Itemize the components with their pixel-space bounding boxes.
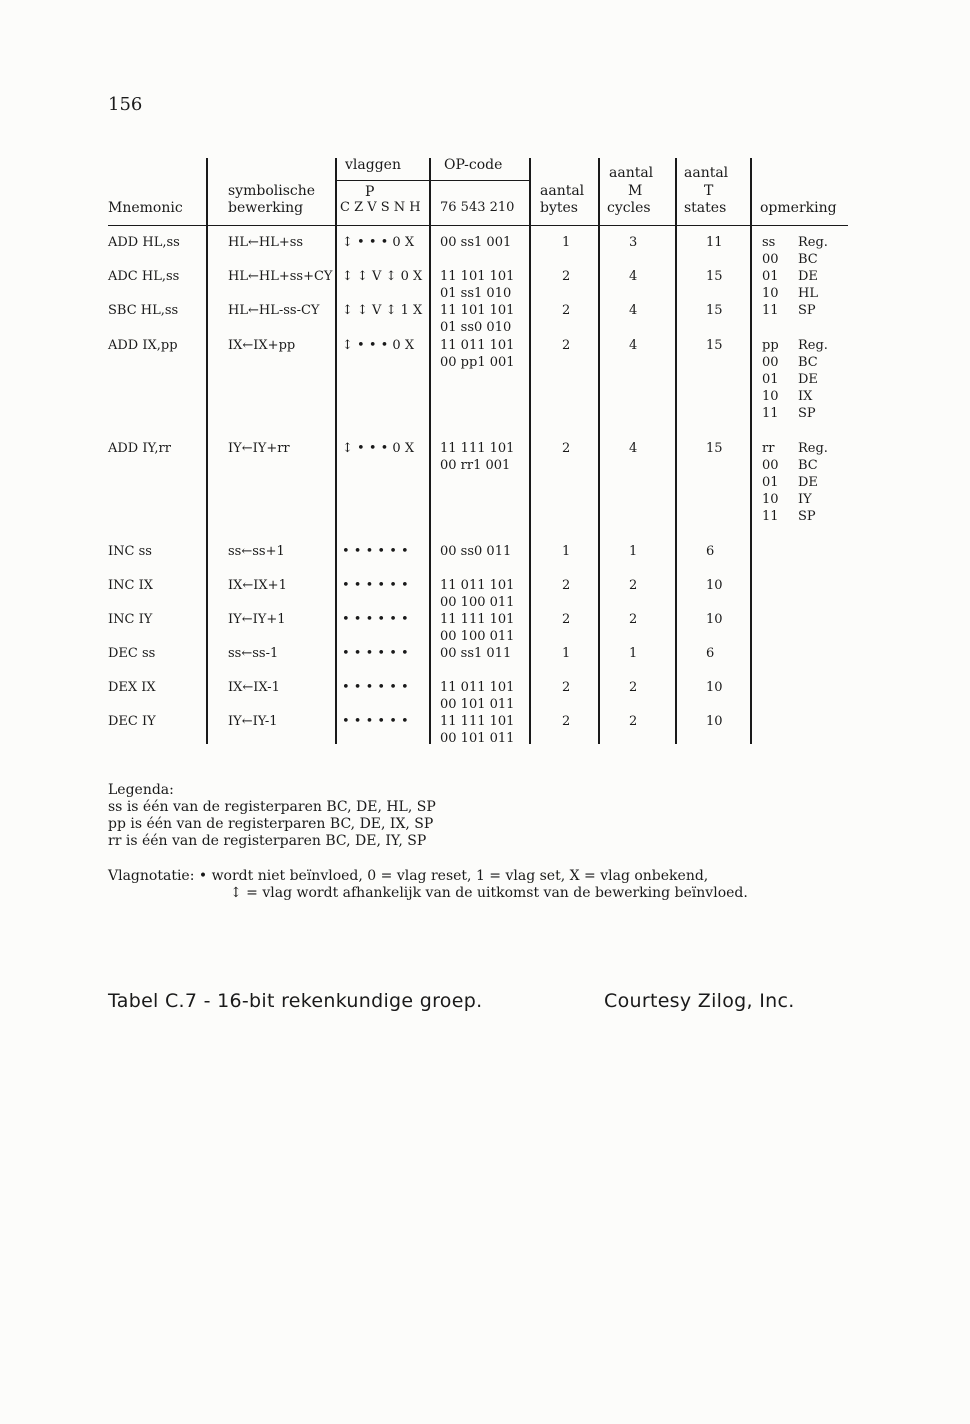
operation: IX←IX-1 bbox=[228, 680, 280, 695]
opmerking-reg: SP bbox=[798, 303, 816, 318]
m-cycles: 2 bbox=[629, 680, 638, 695]
flag-notation: Vlagnotatie: • wordt niet beïnvloed, 0 = vlag reset, 1 = vlag set, X = vlag onbekend, bbox=[108, 868, 709, 884]
m-cycles: 2 bbox=[629, 714, 638, 729]
operation: HL←HL-ss-CY bbox=[228, 303, 320, 318]
header-t-3: states bbox=[684, 200, 727, 216]
bytes: 1 bbox=[562, 646, 571, 661]
header-opcode-bits: 76 543 210 bbox=[440, 200, 515, 215]
opmerking-reg: Reg. bbox=[798, 338, 828, 353]
col-divider bbox=[335, 158, 337, 744]
opcode-2: 00 100 011 bbox=[440, 595, 515, 610]
col-divider bbox=[750, 158, 752, 744]
opmerking-code: 10 bbox=[762, 492, 779, 507]
operation: HL←HL+ss bbox=[228, 235, 304, 250]
opmerking-reg: BC bbox=[798, 458, 818, 473]
operation: IY←IY+1 bbox=[228, 612, 286, 627]
opmerking-reg: HL bbox=[798, 286, 818, 301]
opmerking-code: 11 bbox=[762, 509, 779, 524]
col-divider bbox=[429, 158, 431, 744]
bytes: 1 bbox=[562, 544, 571, 559]
mnemonic: INC IY bbox=[108, 612, 153, 627]
bytes: 2 bbox=[562, 578, 571, 593]
col-divider bbox=[598, 158, 600, 744]
opcode-2: 00 pp1 001 bbox=[440, 355, 515, 370]
opmerking-code: 11 bbox=[762, 303, 779, 318]
col-divider bbox=[206, 158, 208, 744]
opmerking-code: 10 bbox=[762, 286, 779, 301]
flag-notation-affected: ↕ = vlag wordt afhankelijk van de uitkomst van de bewerking beïnvloed. bbox=[230, 885, 748, 901]
opcode-1: 00 ss0 011 bbox=[440, 544, 512, 559]
mnemonic: DEX IX bbox=[108, 680, 156, 695]
operation: IX←IX+pp bbox=[228, 338, 296, 353]
mnemonic: INC ss bbox=[108, 544, 152, 559]
header-bytes-2: bytes bbox=[540, 200, 578, 216]
header-m-2: M bbox=[628, 183, 643, 199]
courtesy-line: Courtesy Zilog, Inc. bbox=[604, 990, 795, 1012]
m-cycles: 4 bbox=[629, 338, 638, 353]
opmerking-code: 01 bbox=[762, 269, 779, 284]
flags: ↕ • • • 0 X bbox=[342, 441, 415, 456]
m-cycles: 4 bbox=[629, 269, 638, 284]
opcode-2: 01 ss1 010 bbox=[440, 286, 512, 301]
header-rule bbox=[108, 225, 848, 226]
bytes: 1 bbox=[562, 235, 571, 250]
col-divider bbox=[529, 158, 531, 744]
m-cycles: 1 bbox=[629, 544, 638, 559]
opcode-1: 11 011 101 bbox=[440, 680, 515, 695]
operation: ss←ss-1 bbox=[228, 646, 279, 661]
t-states: 10 bbox=[706, 680, 723, 695]
t-states: 6 bbox=[706, 544, 715, 559]
mnemonic: ADD IX,pp bbox=[108, 338, 178, 353]
page-number: 156 bbox=[108, 94, 143, 115]
opmerking-reg: Reg. bbox=[798, 235, 828, 250]
opcode-1: 00 ss1 001 bbox=[440, 235, 512, 250]
t-states: 15 bbox=[706, 441, 723, 456]
opcode-2: 00 101 011 bbox=[440, 731, 515, 746]
mnemonic: DEC ss bbox=[108, 646, 156, 661]
mnemonic: INC IX bbox=[108, 578, 153, 593]
opmerking-reg: DE bbox=[798, 269, 818, 284]
opcode-1: 11 101 101 bbox=[440, 269, 515, 284]
mnemonic: ADD IY,rr bbox=[108, 441, 171, 456]
opmerking-reg: Reg. bbox=[798, 441, 828, 456]
operation: HL←HL+ss+CY bbox=[228, 269, 333, 284]
operation: IY←IY-1 bbox=[228, 714, 278, 729]
flags: • • • • • • bbox=[342, 646, 409, 661]
opmerking-reg: DE bbox=[798, 372, 818, 387]
table-caption: Tabel C.7 - 16-bit rekenkundige groep. bbox=[108, 990, 483, 1012]
header-m-3: cycles bbox=[607, 200, 651, 216]
m-cycles: 4 bbox=[629, 441, 638, 456]
opmerking-code: 00 bbox=[762, 355, 779, 370]
bytes: 2 bbox=[562, 303, 571, 318]
header-opmerking: opmerking bbox=[760, 200, 837, 216]
t-states: 15 bbox=[706, 338, 723, 353]
t-states: 10 bbox=[706, 612, 723, 627]
opmerking-code: pp bbox=[762, 338, 779, 353]
col-divider bbox=[675, 158, 677, 744]
opcode-1: 11 101 101 bbox=[440, 303, 515, 318]
bytes: 2 bbox=[562, 269, 571, 284]
opcode-1: 11 011 101 bbox=[440, 578, 515, 593]
bytes: 2 bbox=[562, 612, 571, 627]
operation: IY←IY+rr bbox=[228, 441, 290, 456]
opmerking-reg: BC bbox=[798, 355, 818, 370]
flags: • • • • • • bbox=[342, 544, 409, 559]
opmerking-reg: SP bbox=[798, 509, 816, 524]
m-cycles: 1 bbox=[629, 646, 638, 661]
header-vlaggen: vlaggen bbox=[345, 157, 401, 173]
opmerking-reg: BC bbox=[798, 252, 818, 267]
legend-title: Legenda: bbox=[108, 782, 174, 798]
mnemonic: SBC HL,ss bbox=[108, 303, 179, 318]
opmerking-code: 01 bbox=[762, 475, 779, 490]
header-opcode: OP-code bbox=[444, 157, 503, 173]
vlaggen-rule bbox=[335, 180, 530, 181]
flags: ↕ ↕ V ↕ 1 X bbox=[342, 303, 423, 318]
m-cycles: 2 bbox=[629, 612, 638, 627]
opmerking-code: 11 bbox=[762, 406, 779, 421]
t-states: 15 bbox=[706, 303, 723, 318]
t-states: 15 bbox=[706, 269, 723, 284]
opmerking-reg: IY bbox=[798, 492, 812, 507]
flags: • • • • • • bbox=[342, 612, 409, 627]
opmerking-code: ss bbox=[762, 235, 776, 250]
bytes: 2 bbox=[562, 714, 571, 729]
flags: ↕ • • • 0 X bbox=[342, 235, 415, 250]
legend-line: pp is één van de registerparen BC, DE, IX, SP bbox=[108, 816, 434, 832]
m-cycles: 3 bbox=[629, 235, 638, 250]
t-states: 10 bbox=[706, 578, 723, 593]
bytes: 2 bbox=[562, 338, 571, 353]
operation: ss←ss+1 bbox=[228, 544, 285, 559]
opcode-2: 00 101 011 bbox=[440, 697, 515, 712]
mnemonic: ADC HL,ss bbox=[108, 269, 180, 284]
flags: • • • • • • bbox=[342, 714, 409, 729]
bytes: 2 bbox=[562, 441, 571, 456]
opcode-1: 11 111 101 bbox=[440, 441, 515, 456]
opcode-2: 00 rr1 001 bbox=[440, 458, 511, 473]
operation: IX←IX+1 bbox=[228, 578, 287, 593]
flags: ↕ • • • 0 X bbox=[342, 338, 415, 353]
t-states: 10 bbox=[706, 714, 723, 729]
opmerking-reg: IX bbox=[798, 389, 813, 404]
opcode-1: 11 111 101 bbox=[440, 612, 515, 627]
legend-line: rr is één van de registerparen BC, DE, IY, SP bbox=[108, 833, 427, 849]
opmerking-code: rr bbox=[762, 441, 775, 456]
header-bewerking: bewerking bbox=[228, 200, 304, 216]
header-bytes-1: aantal bbox=[540, 183, 585, 199]
header-flags: C Z V S N H bbox=[340, 200, 421, 215]
bytes: 2 bbox=[562, 680, 571, 695]
mnemonic: ADD HL,ss bbox=[108, 235, 180, 250]
opmerking-code: 00 bbox=[762, 458, 779, 473]
header-m-1: aantal bbox=[609, 165, 654, 181]
t-states: 6 bbox=[706, 646, 715, 661]
opmerking-code: 01 bbox=[762, 372, 779, 387]
opcode-1: 00 ss1 011 bbox=[440, 646, 512, 661]
mnemonic: DEC IY bbox=[108, 714, 156, 729]
opmerking-reg: SP bbox=[798, 406, 816, 421]
opcode-1: 11 111 101 bbox=[440, 714, 515, 729]
header-mnemonic: Mnemonic bbox=[108, 200, 183, 216]
opmerking-code: 10 bbox=[762, 389, 779, 404]
opcode-1: 11 011 101 bbox=[440, 338, 515, 353]
opmerking-reg: DE bbox=[798, 475, 818, 490]
opmerking-code: 00 bbox=[762, 252, 779, 267]
opcode-2: 01 ss0 010 bbox=[440, 320, 512, 335]
t-states: 11 bbox=[706, 235, 723, 250]
header-t-2: T bbox=[704, 183, 714, 199]
legend-line: ss is één van de registerparen BC, DE, HL, SP bbox=[108, 799, 436, 815]
header-symbolische: symbolische bbox=[228, 183, 316, 199]
flags: • • • • • • bbox=[342, 578, 409, 593]
opcode-2: 00 100 011 bbox=[440, 629, 515, 644]
m-cycles: 4 bbox=[629, 303, 638, 318]
header-flag-p: P bbox=[365, 184, 375, 200]
header-t-1: aantal bbox=[684, 165, 729, 181]
flags: ↕ ↕ V ↕ 0 X bbox=[342, 269, 423, 284]
m-cycles: 2 bbox=[629, 578, 638, 593]
flags: • • • • • • bbox=[342, 680, 409, 695]
